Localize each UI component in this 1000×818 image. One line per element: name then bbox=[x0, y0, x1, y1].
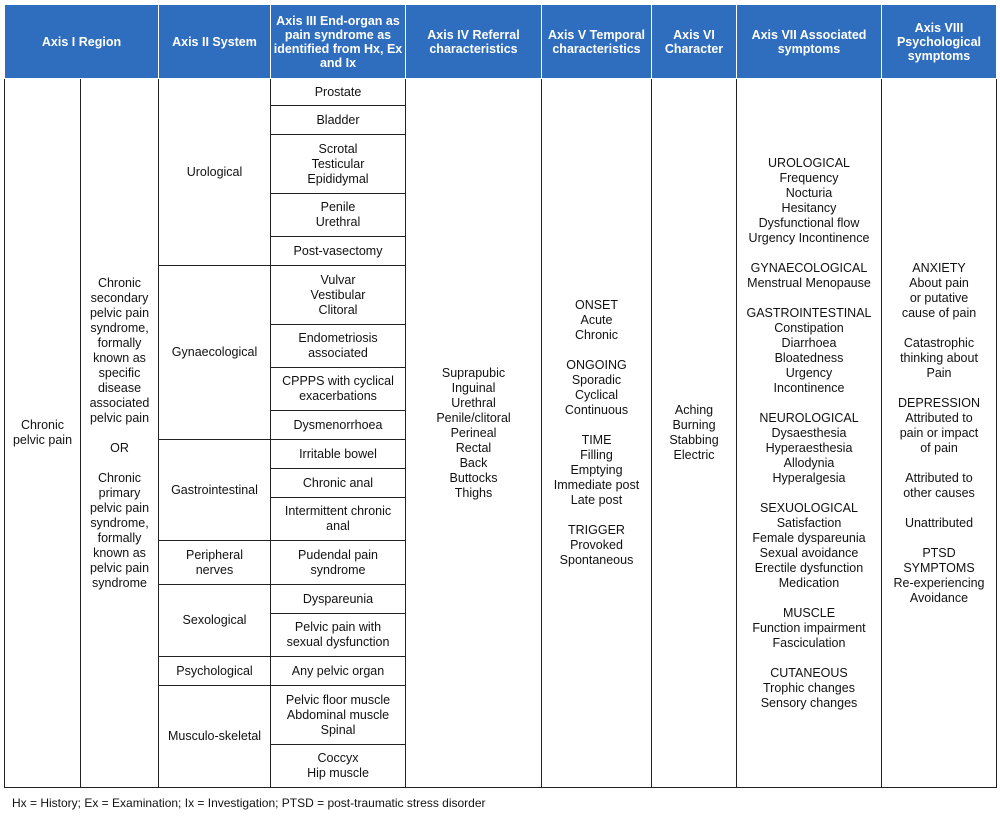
header-axis-8: Axis VIII Psychological symptoms bbox=[882, 5, 997, 79]
system-psychological: Psychological bbox=[159, 657, 271, 686]
organ-pelvic-floor: Pelvic floor muscle Abdominal muscle Spinal bbox=[271, 686, 406, 745]
organ-any-pelvic: Any pelvic organ bbox=[271, 657, 406, 686]
header-axis-5: Axis V Temporal characteristics bbox=[542, 5, 652, 79]
definition-cell: Chronic secondary pelvic pain syndrome, formally known as specific disease associated pelvic pain OR Chronic primary pelvic pain syndrome, formally known as pelvic pain syndrome bbox=[81, 79, 159, 788]
header-axis-1: Axis I Region bbox=[5, 5, 159, 79]
organ-penile: Penile Urethral bbox=[271, 194, 406, 237]
organ-endometriosis: Endometriosis associated bbox=[271, 325, 406, 368]
organ-vulvar: Vulvar Vestibular Clitoral bbox=[271, 266, 406, 325]
psychological-symptoms-cell: ANXIETY About pain or putative cause of pain Catastrophic thinking about Pain DEPRESSION Attributed to pain or impact of pain Attributed to other causes Unattributed PTSD SYMPTOMS Re-experiencing Avoidance bbox=[882, 79, 997, 788]
organ-cppps: CPPPS with cyclical exacerbations bbox=[271, 368, 406, 411]
system-peripheral-nerves: Peripheral nerves bbox=[159, 541, 271, 585]
system-urological: Urological bbox=[159, 79, 271, 266]
header-axis-3: Axis III End-organ as pain syndrome as identified from Hx, Ex and Ix bbox=[271, 5, 406, 79]
region-cell: Chronic pelvic pain bbox=[5, 79, 81, 788]
organ-intermittent-anal: Intermittent chronic anal bbox=[271, 498, 406, 541]
header-axis-6: Axis VI Character bbox=[652, 5, 737, 79]
header-axis-2: Axis II System bbox=[159, 5, 271, 79]
character-cell: Aching Burning Stabbing Electric bbox=[652, 79, 737, 788]
referral-cell: Suprapubic Inguinal Urethral Penile/clitoral Perineal Rectal Back Buttocks Thighs bbox=[406, 79, 542, 788]
organ-pudendal: Pudendal pain syndrome bbox=[271, 541, 406, 585]
organ-dyspareunia: Dyspareunia bbox=[271, 585, 406, 614]
header-axis-4: Axis IV Referral characteristics bbox=[406, 5, 542, 79]
system-gastrointestinal: Gastrointestinal bbox=[159, 440, 271, 541]
organ-chronic-anal: Chronic anal bbox=[271, 469, 406, 498]
system-gynaecological: Gynaecological bbox=[159, 266, 271, 440]
organ-post-vasectomy: Post-vasectomy bbox=[271, 237, 406, 266]
organ-coccyx: Coccyx Hip muscle bbox=[271, 745, 406, 788]
associated-symptoms-cell: UROLOGICAL Frequency Nocturia Hesitancy Dysfunctional flow Urgency Incontinence GYNAECOLOGICAL Menstrual Menopause GASTROINTESTINAL Constipation Diarrhoea Bloatedness Urgency Incontinence NEUROLOGICAL Dysaesthesia Hyperaesthesia Allodynia Hyperalgesia SEXUOLOGICAL Satisfaction Female dyspareunia Sexual avoidance Erectile dysfunction Medication MUSCLE Function impairment Fasciculation CUTANEOUS Trophic changes Sensory changes bbox=[737, 79, 882, 788]
pain-classification-table bbox=[4, 4, 997, 788]
organ-scrotal: Scrotal Testicular Epididymal bbox=[271, 135, 406, 194]
header-row bbox=[5, 5, 997, 79]
header-axis-7: Axis VII Associated symptoms bbox=[737, 5, 882, 79]
temporal-cell: ONSET Acute Chronic ONGOING Sporadic Cyclical Continuous TIME Filling Emptying Immediate post Late post TRIGGER Provoked Spontaneous bbox=[542, 79, 652, 788]
organ-bladder: Bladder bbox=[271, 106, 406, 135]
organ-irritable-bowel: Irritable bowel bbox=[271, 440, 406, 469]
organ-prostate: Prostate bbox=[271, 79, 406, 106]
system-sexological: Sexological bbox=[159, 585, 271, 657]
system-musculo-skeletal: Musculo-skeletal bbox=[159, 686, 271, 788]
footnote: Hx = History; Ex = Examination; Ix = Investigation; PTSD = post-traumatic stress disorder bbox=[12, 796, 486, 810]
organ-dysmenorrhoea: Dysmenorrhoea bbox=[271, 411, 406, 440]
organ-pelvic-sexual: Pelvic pain with sexual dysfunction bbox=[271, 614, 406, 657]
